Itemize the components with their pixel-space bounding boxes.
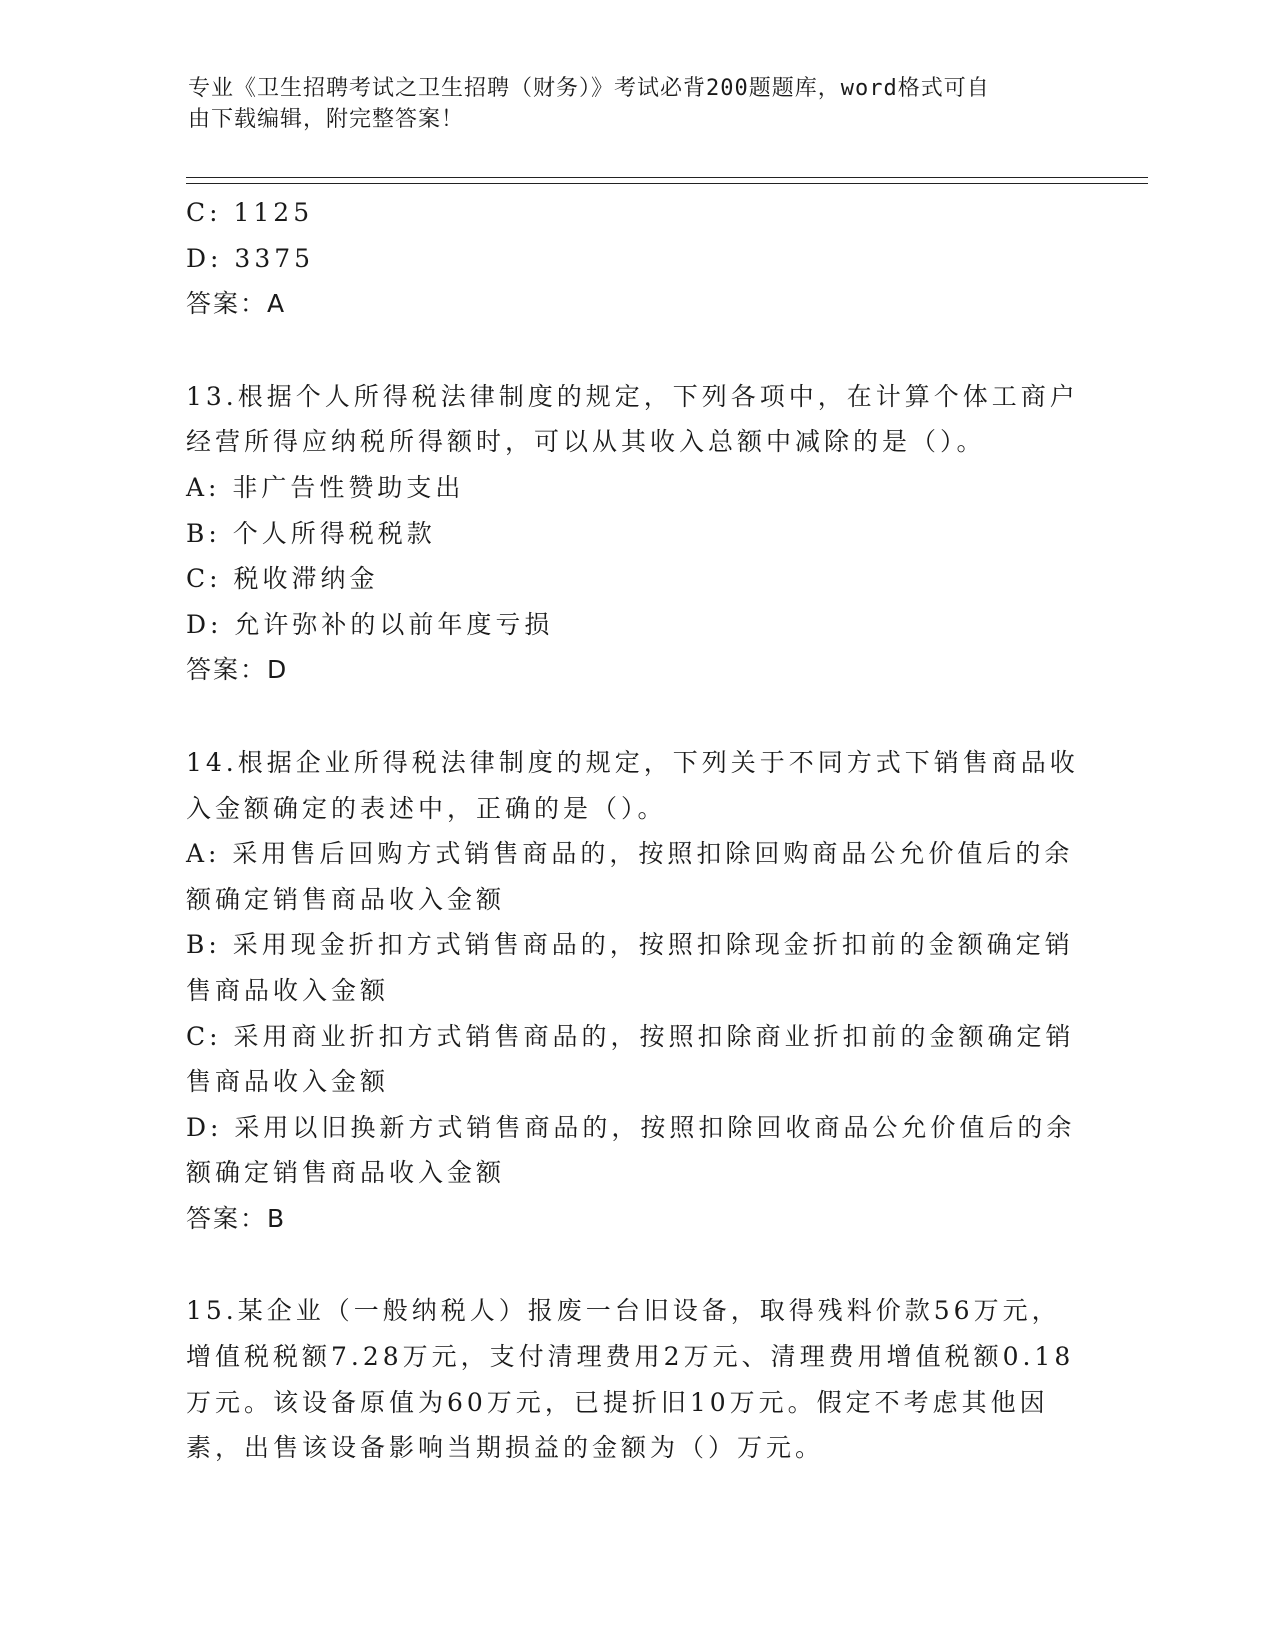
answer: 答案：D	[186, 655, 289, 685]
question-13	[186, 374, 1086, 693]
option-c-continued: 售商品收入金额	[186, 1067, 390, 1097]
option-a: A: 采用售后回购方式销售商品的，按照扣除回购商品公允价值后的余	[186, 839, 1074, 869]
option-d: D: 允许弥补的以前年度亏损	[186, 609, 554, 639]
question-15	[186, 1288, 1086, 1470]
option-d-continued: 额确定销售商品收入金额	[186, 1158, 506, 1188]
option-d: D: 3375	[186, 243, 315, 273]
question-stem-line: 13.根据个人所得税法律制度的规定，下列各项中，在计算个体工商户	[186, 381, 1079, 411]
question-stem-line: 入金额确定的表述中，正确的是（）。	[186, 793, 667, 823]
option-c: C: 1125	[186, 198, 314, 227]
answer: 答案：B	[186, 1203, 287, 1233]
option-c: C: 税收滞纳金	[186, 564, 379, 594]
question-stem-line: 万元。该设备原值为60万元，已提折旧10万元。假定不考虑其他因	[186, 1387, 1049, 1417]
header-divider-bottom	[186, 183, 1148, 184]
answer: 答案：A	[186, 289, 287, 319]
question-stem-line: 经营所得应纳税所得额时，可以从其收入总额中减除的是（）。	[186, 427, 986, 457]
option-b: B: 个人所得税税款	[186, 518, 436, 548]
option-d: D: 采用以旧换新方式销售商品的，按照扣除回收商品公允价值后的余	[186, 1112, 1076, 1142]
header-divider-top	[186, 177, 1148, 178]
spacer	[186, 327, 1086, 374]
header-line-2: 由下载编辑，附完整答案！	[188, 107, 465, 132]
spacer	[186, 1241, 1086, 1288]
question-stem-line: 增值税税额7.28万元，支付清理费用2万元、清理费用增值税额0.18	[186, 1342, 1075, 1372]
spacer	[186, 693, 1086, 740]
option-a-continued: 额确定销售商品收入金额	[186, 884, 506, 914]
option-b-continued: 售商品收入金额	[186, 975, 390, 1005]
option-a: A: 非广告性赞助支出	[186, 472, 465, 502]
header-line-1: 专业《卫生招聘考试之卫生招聘（财务）》考试必背200题题库，word格式可自	[188, 76, 990, 101]
question-12-tail	[186, 190, 1086, 327]
document-header	[188, 73, 1088, 135]
option-b: B: 采用现金折扣方式销售商品的，按照扣除现金折扣前的金额确定销	[186, 930, 1074, 960]
question-stem-line: 素，出售该设备影响当期损益的金额为（）万元。	[186, 1433, 825, 1463]
question-stem-line: 15.某企业（一般纳税人）报废一台旧设备，取得残料价款56万元，	[186, 1296, 1061, 1326]
question-stem-line: 14.根据企业所得税法律制度的规定，下列关于不同方式下销售商品收	[186, 747, 1079, 777]
option-c: C: 采用商业折扣方式销售商品的，按照扣除商业折扣前的金额确定销	[186, 1021, 1075, 1051]
document-body	[186, 190, 1086, 1471]
question-14	[186, 740, 1086, 1242]
